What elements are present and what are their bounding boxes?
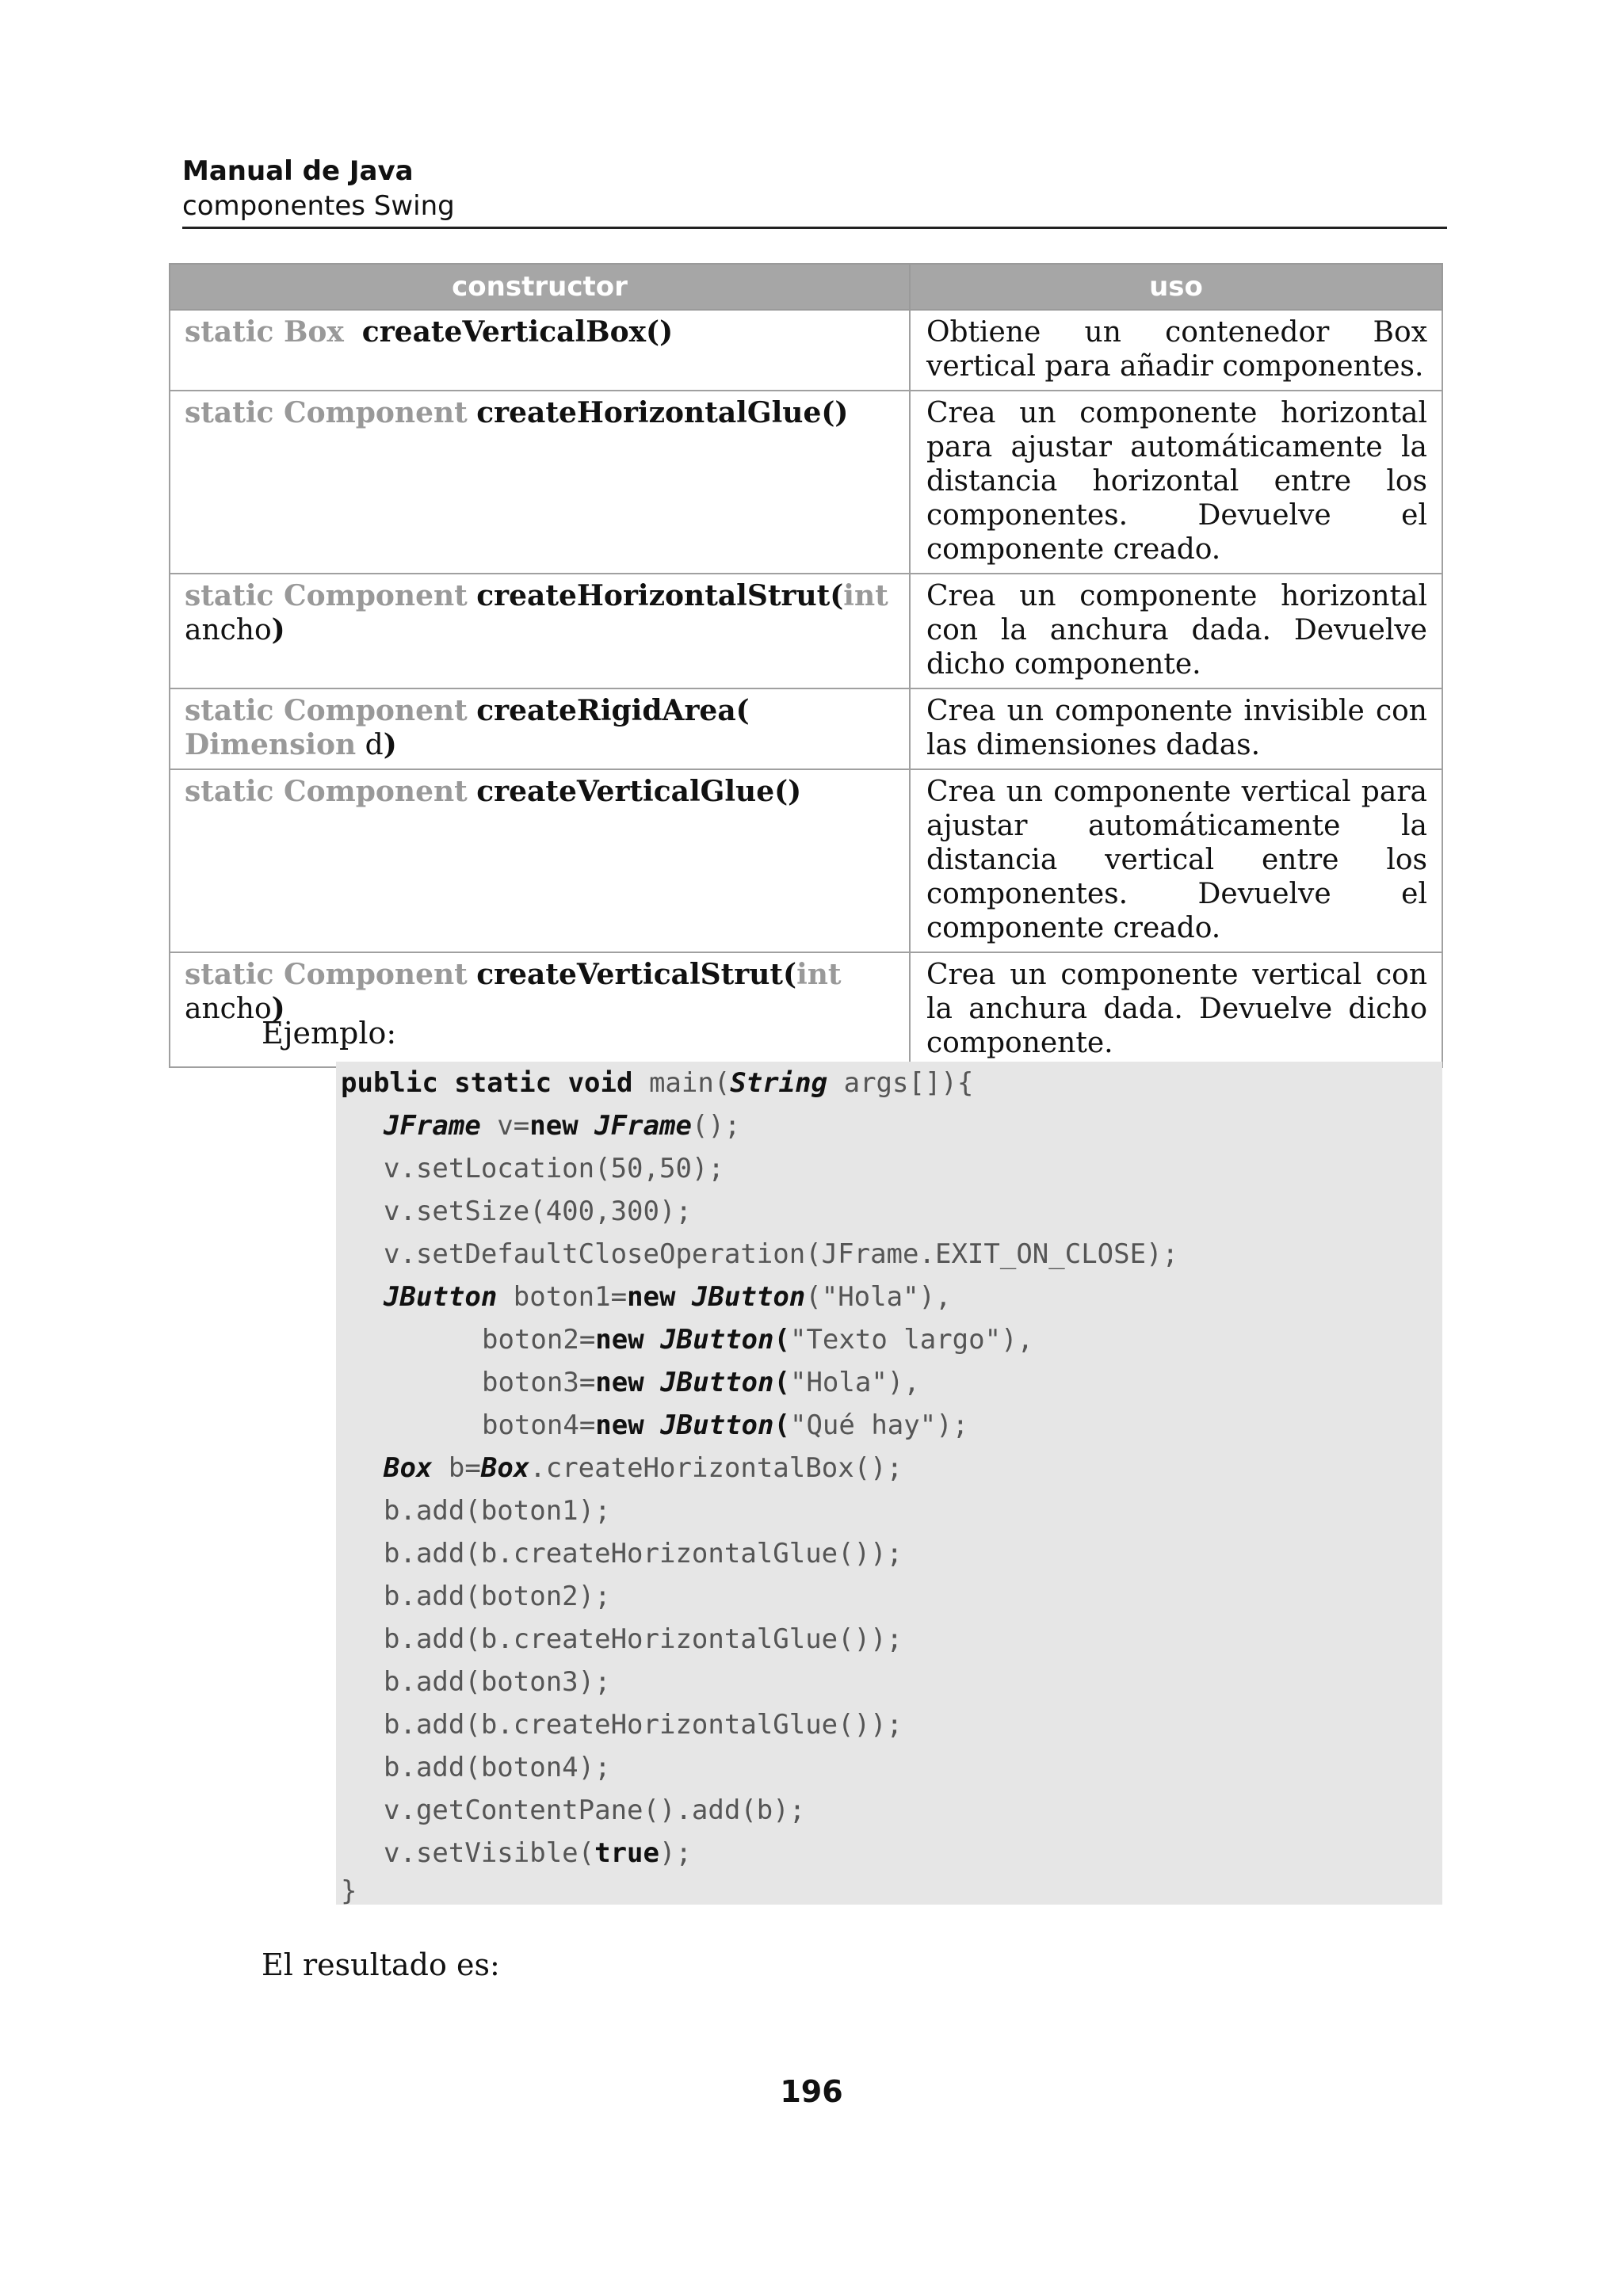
chapter-subtitle: componentes Swing xyxy=(182,190,455,222)
code-line: b.add(boton3); xyxy=(384,1666,611,1698)
table-row xyxy=(170,310,1442,391)
param-type: Dimension xyxy=(185,728,357,761)
description-cell: Crea un componente vertical con la anchura dada. Devuelve dicho componente. xyxy=(910,952,1442,1067)
table-row xyxy=(170,769,1442,952)
code-line: JFrame v=new JFrame(); xyxy=(384,1110,741,1142)
table-row xyxy=(170,391,1442,574)
constructor-cell xyxy=(170,688,910,769)
constructor-table xyxy=(169,263,1443,1068)
page-header xyxy=(182,155,1447,222)
code-line: b.add(b.createHorizontalGlue()); xyxy=(384,1538,903,1569)
code-line: v.setDefaultCloseOperation(JFrame.EXIT_ON_CLOSE); xyxy=(384,1238,1179,1270)
description-cell: Crea un componente horizontal con la anchura dada. Devuelve dicho componente. xyxy=(910,574,1442,688)
code-line: v.setVisible(true); xyxy=(384,1837,692,1869)
method-name: createHorizontalGlue() xyxy=(476,396,849,429)
constructor-cell xyxy=(170,574,910,688)
param-name: d xyxy=(365,729,384,761)
code-line: v.getContentPane().add(b); xyxy=(384,1794,806,1826)
table-row xyxy=(170,688,1442,769)
column-header-constructor: constructor xyxy=(170,264,910,310)
description-cell: Crea un componente invisible con las dimensiones dadas. xyxy=(910,688,1442,769)
modifier-text: static Component xyxy=(185,579,468,612)
code-line: Box b=Box.createHorizontalBox(); xyxy=(384,1452,903,1484)
description-cell: Obtiene un contenedor Box vertical para añadir componentes. xyxy=(910,310,1442,391)
constructor-cell xyxy=(170,769,910,952)
book-title: Manual de Java xyxy=(182,155,414,187)
modifier-text: static Component xyxy=(185,694,468,727)
code-line: b.add(b.createHorizontalGlue()); xyxy=(384,1709,903,1741)
page-number: 196 xyxy=(780,2074,843,2109)
table-header-row xyxy=(170,264,1442,310)
param-name: ancho xyxy=(185,993,272,1025)
param-name: ancho xyxy=(185,614,272,646)
close-paren: ) xyxy=(383,728,397,761)
code-line: } xyxy=(341,1875,357,1907)
method-name: createVerticalStrut( xyxy=(476,958,797,991)
modifier-text: static Component xyxy=(185,396,468,429)
constructor-cell xyxy=(170,310,910,391)
header-rule xyxy=(182,227,1447,229)
modifier-text: static Component xyxy=(185,775,468,808)
code-block xyxy=(336,1062,1442,1905)
close-paren: ) xyxy=(271,613,285,646)
param-type: int xyxy=(843,579,888,612)
constructor-cell xyxy=(170,391,910,574)
method-name: createHorizontalStrut( xyxy=(476,579,844,612)
code-line: b.add(boton2); xyxy=(384,1581,611,1612)
column-header-uso: uso xyxy=(910,264,1442,310)
method-name: createVerticalBox() xyxy=(361,315,674,349)
description-cell: Crea un componente horizontal para ajustar automáticamente la distancia horizontal entre los componentes. Devuelve el componente creado. xyxy=(910,391,1442,574)
close-paren: ) xyxy=(271,992,285,1025)
method-name: createRigidArea( xyxy=(476,694,750,727)
code-line: boton2=new JButton("Texto largo"), xyxy=(482,1324,1034,1356)
method-name: createVerticalGlue() xyxy=(476,775,802,808)
code-line: b.add(boton1); xyxy=(384,1495,611,1527)
description-cell: Crea un componente vertical para ajustar automáticamente la distancia vertical entre los componentes. Devuelve el componente creado. xyxy=(910,769,1442,952)
table-row xyxy=(170,574,1442,688)
param-type: int xyxy=(796,958,842,991)
code-line: b.add(boton4); xyxy=(384,1752,611,1783)
code-line: public static void main(String args[]){ xyxy=(341,1067,974,1099)
result-label: El resultado es: xyxy=(262,1947,500,1982)
code-line: b.add(b.createHorizontalGlue()); xyxy=(384,1623,903,1655)
code-line: v.setSize(400,300); xyxy=(384,1196,692,1227)
code-line: boton4=new JButton("Qué hay"); xyxy=(482,1409,969,1441)
modifier-text: static Component xyxy=(185,958,468,991)
code-line: v.setLocation(50,50); xyxy=(384,1153,724,1184)
code-line: boton3=new JButton("Hola"), xyxy=(482,1367,920,1398)
example-label: Ejemplo: xyxy=(262,1016,397,1051)
code-line: JButton boton1=new JButton("Hola"), xyxy=(384,1281,952,1313)
modifier-text: static Box xyxy=(185,315,344,349)
